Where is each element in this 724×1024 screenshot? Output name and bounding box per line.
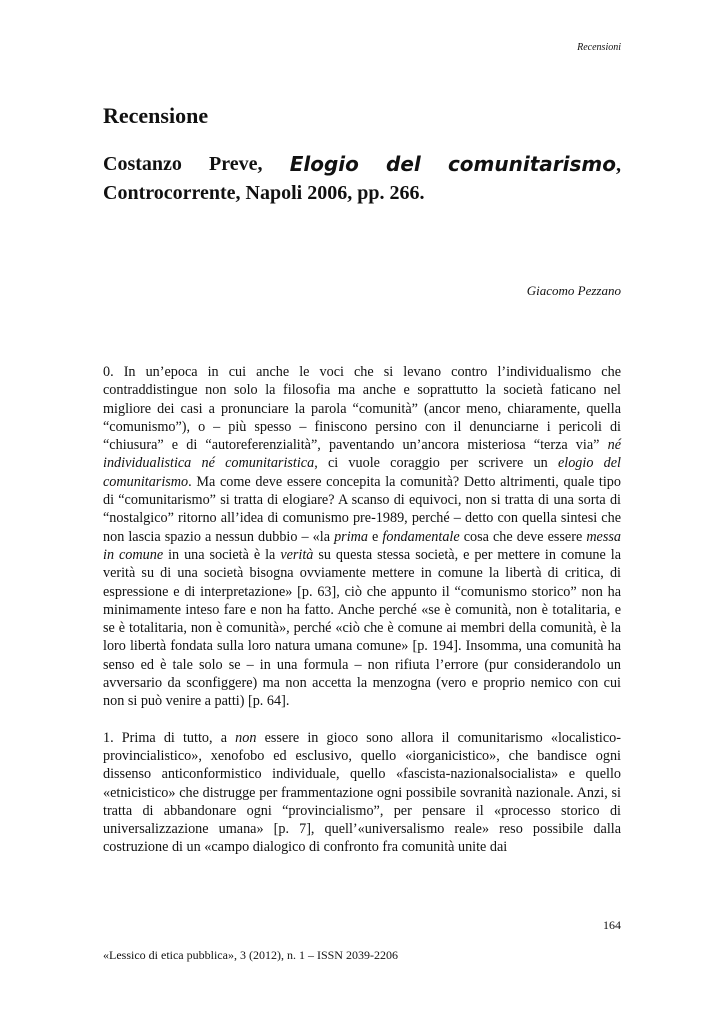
book-title-word-2: del (386, 152, 421, 176)
text-run: , ci vuole coraggio per scrivere un (314, 455, 558, 472)
review-body (103, 363, 621, 875)
paragraph-1 (103, 729, 621, 857)
running-head: Recensioni (577, 42, 621, 53)
text-run-italic: non (235, 729, 257, 746)
book-author-first: Costanzo (103, 153, 182, 175)
text-run: essere in gioco sono allora il comunitarismo «localistico-provincialistico», xenofobo ed esclusivo, quello «iorganicistico», che bandisce ogni dissenso anticonformistico individuale, quello «fascista-nazionalsocialista» e quello «etnicistico» che distrugge per frammentazione ogni possibile sovranità nazionale. Anzi, si tratta di abbandonare ogni “provincialismo”, per pensare il «processo storico di universalizzazione umana» [p. 7], quell’«universalismo reale» reso possibile dalla costruzione di un «campo dialogico di confronto fra comunità unite dai (103, 729, 621, 856)
text-run: 0. In un’epoca in cui anche le voci che si levano contro l’individualismo che contraddistingue non solo la filosofia ma anche e soprattutto la società faticano nel migliore dei casi a pronunciare la parola “comunità” (ancor meno, chiaramente, quella “comunismo”), o – più spesso – finiscono persino con il denunciarne i pericoli di “chiusura” e di “autoreferenzialità”, paventando un’ancora misteriosa “terza via” (103, 364, 621, 454)
text-run-italic: prima (334, 528, 368, 545)
review-author: Giacomo Pezzano (526, 283, 621, 298)
text-run-italic: messa in comune (103, 528, 621, 563)
text-run: su questa stessa società, e per mettere in comune la verità su di una società bisogna ovviamente mettere in comune la libertà di critica, di espressione e di interpretazione» [p. 63], ciò che appunto il “comunismo storico” non ha minimamente inteso fare e non ha fatto. Anche perché «se è comunità, non è totalitaria, e se è totalitaria, non è comunità», perché «ciò che è comune ai membri della comunità, è la loro libertà fondata sulla loro natura umana comune» [p. 194]. Insomma, una comunità ha senso ed è tale solo se – in una formula – non rifiuta l’errore (pur considerandolo un avversario da sconfiggere) ma non accetta la menzogna (vero e proprio nemico con cui non si può venire a patti) [p. 64]. (103, 546, 621, 710)
text-run: . Ma come deve essere concepita la comunità? Detto altrimenti, quale tipo di “comunitarismo” si tratta di elogiare? A scanso di equivoci, non si tratta di una sorta di “nostalgico” ritorno all’idea di comunismo pre-1989, perché – detto con quella sintesi che non lascia spazio a nessun dubbio – «la (103, 473, 621, 545)
text-run-italic: fondamentale (382, 528, 460, 545)
book-title-word-3: comunitarismo (447, 152, 616, 176)
text-run: 1. Prima di tutto, a (103, 729, 236, 746)
text-run-italic: verità (280, 546, 314, 563)
text-run: cosa che deve essere (459, 528, 587, 545)
text-run: e (367, 528, 383, 545)
book-author-last: Preve, (209, 153, 263, 175)
book-citation-line-1 (103, 150, 621, 179)
page-number: 164 (603, 918, 621, 932)
paragraph-0 (103, 363, 621, 711)
book-title-comma: , (615, 154, 621, 176)
journal-footer: «Lessico di etica pubblica», 3 (2012), n. 1 – ISSN 2039-2206 (103, 948, 398, 962)
text-run-italic: né individualistica né comunitaristica (103, 437, 621, 472)
book-title-word-1: Elogio (289, 152, 359, 176)
review-heading: Recensione (103, 103, 209, 128)
book-citation (103, 150, 621, 207)
text-run-italic: elogio del comunitarismo (103, 455, 621, 490)
text-run: in una società è la (163, 546, 281, 563)
book-publisher-line: Controcorrente, Napoli 2006, pp. 266. (103, 182, 425, 204)
